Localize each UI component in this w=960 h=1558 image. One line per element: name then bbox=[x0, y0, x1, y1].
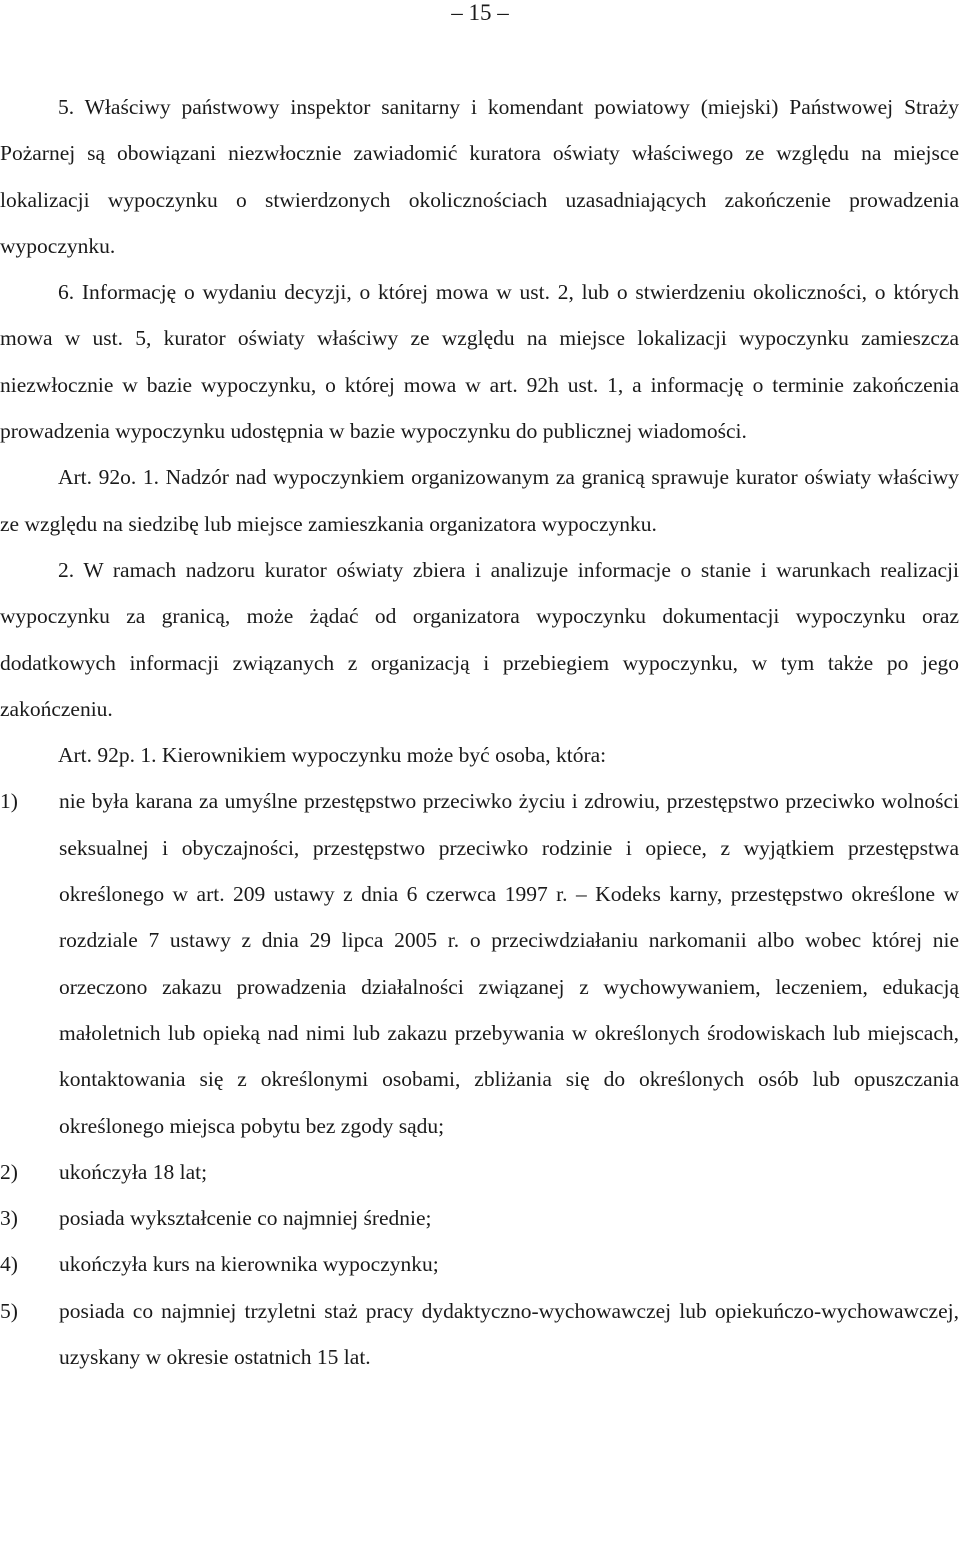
article-92p-paragraph-1: Art. 92p. 1. Kierownikiem wypoczynku może być osoba, która: bbox=[58, 743, 607, 768]
paragraph-6: 6. Informację o wydaniu decyzji, o której mowa w ust. 2, lub o stwierdzeniu okoliczności, o których mowa w ust. 5, kurator oświaty właściwy ze względu na miejsce lokalizacji wypoczynku zamieszcza niezwłocznie w bazie wypoczynku, o której mowa w art. 92h ust. 1, a informację o terminie zakończenia prowadzenia wypoczynku udostępnia w bazie wypoczynku do publicznej wiadomości. bbox=[0, 280, 959, 444]
requirements-list bbox=[0, 778, 959, 1380]
list-item-text: nie była karana za umyślne przestępstwo przeciwko życiu i zdrowiu, przestępstwo przeciwko wolności seksualnej i obyczajności, przestępstwo przeciwko rodzinie i opiece, z wyjątkiem przestępstwa określonego w art. 209 ustawy z dnia 6 czerwca 1997 r. – Kodeks karny, przestępstwo określone w rozdziale 7 ustawy z dnia 29 lipca 2005 r. o przeciwdziałaniu narkomanii albo wobec której nie orzeczono zakazu prowadzenia działalności związanej z wychowywaniem, leczeniem, edukacją małoletnich lub opieką nad nimi lub zakazu przebywania w określonych środowiskach lub miejscach, kontaktowania się z określonymi osobami, zbliżania się do określonych osób lub opuszczania określonego miejsca pobytu bez zgody sądu; bbox=[59, 789, 959, 1138]
list-item bbox=[0, 1288, 959, 1381]
list-item-text: ukończyła kurs na kierownika wypoczynku; bbox=[59, 1252, 439, 1277]
article-92o-paragraph-1: Art. 92o. 1. Nadzór nad wypoczynkiem organizowanym za granicą sprawuje kurator oświaty właściwy ze względu na siedzibę lub miejsce zamieszkania organizatora wypoczynku. bbox=[0, 465, 959, 536]
list-item-number: 1) bbox=[0, 789, 18, 814]
list-item bbox=[0, 1195, 959, 1241]
list-item bbox=[0, 1149, 959, 1195]
paragraph-5: 5. Właściwy państwowy inspektor sanitarny i komendant powiatowy (miejski) Państwowej Straży Pożarnej są obowiązani niezwłocznie zawiadomić kuratora oświaty właściwego ze względu na miejsce lokalizacji wypoczynku o stwierdzonych okolicznościach uzasadniających zakończenie prowadzenia wypoczynku. bbox=[0, 95, 959, 258]
page-number: – 15 – bbox=[451, 0, 509, 25]
list-item-number: 5) bbox=[0, 1298, 18, 1323]
list-item-number: 4) bbox=[0, 1252, 18, 1277]
list-item-text: posiada co najmniej trzyletni staż pracy dydaktyczno-wychowawczej lub opiekuńczo-wychowawczej, uzyskany w okresie ostatnich 15 lat. bbox=[59, 1298, 959, 1370]
list-item-text: posiada wykształcenie co najmniej średnie; bbox=[59, 1206, 432, 1231]
document-body bbox=[0, 84, 959, 1380]
list-item-text: ukończyła 18 lat; bbox=[59, 1159, 208, 1184]
list-item bbox=[0, 1241, 959, 1287]
list-item bbox=[0, 778, 959, 1148]
article-92o-paragraph-2: 2. W ramach nadzoru kurator oświaty zbiera i analizuje informacje o stanie i warunkach realizacji wypoczynku za granicą, może żądać od organizatora wypoczynku dokumentacji wypoczynku oraz dodatkowych informacji związanych z organizacją i przebiegiem wypoczynku, w tym także po jego zakończeniu. bbox=[0, 557, 959, 721]
list-item-number: 2) bbox=[0, 1159, 18, 1184]
list-item-number: 3) bbox=[0, 1206, 18, 1231]
